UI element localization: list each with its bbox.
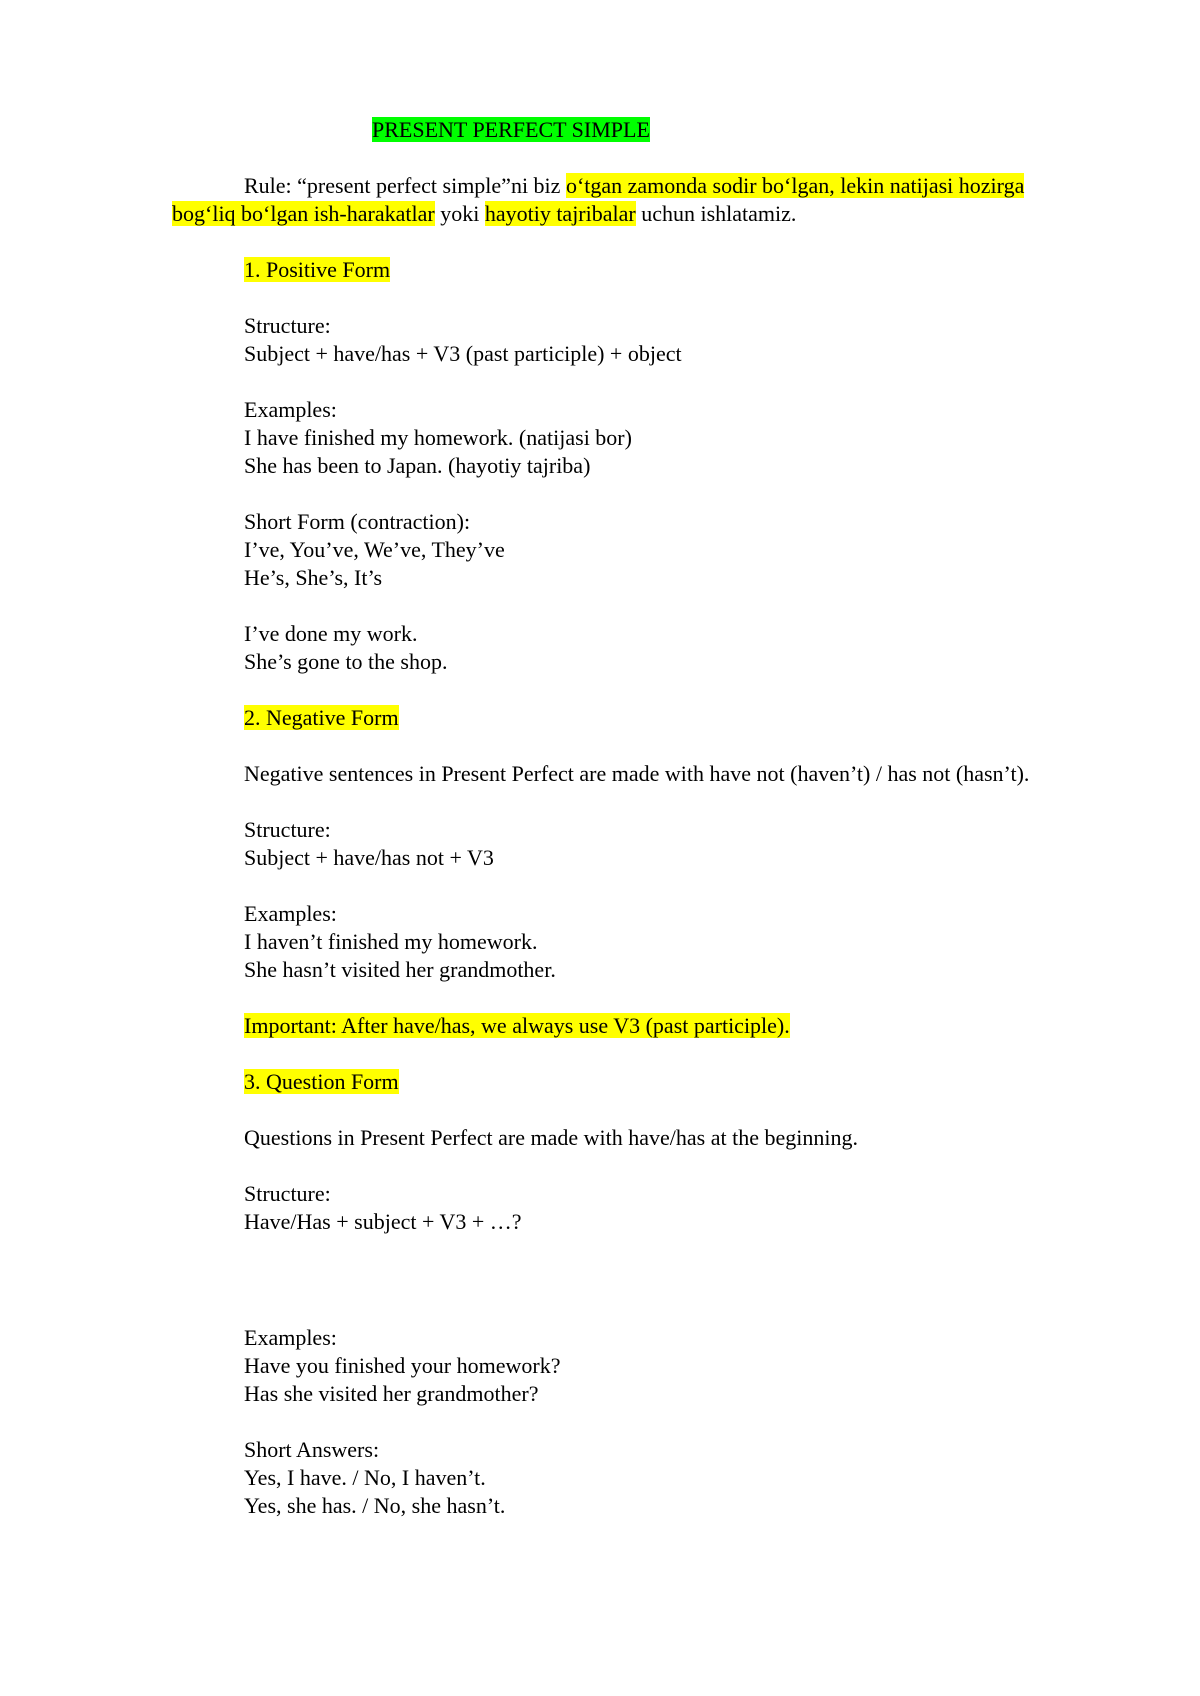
- negative-examples-label: Examples:: [244, 901, 337, 926]
- positive-example-2: She has been to Japan. (hayotiy tajriba): [244, 453, 591, 478]
- positive-structure-label: Structure:: [244, 313, 331, 338]
- important-note: [244, 1012, 790, 1040]
- short-answer-2: Yes, she has. / No, she hasn’t.: [244, 1493, 506, 1518]
- positive-examples-label: Examples:: [244, 397, 337, 422]
- positive-example-1: I have finished my homework. (natijasi bor): [244, 425, 632, 450]
- rule-text-3: uchun ishlatamiz.: [635, 201, 797, 226]
- negative-structure: Subject + have/has not + V3: [244, 845, 494, 870]
- negative-example-1: I haven’t finished my homework.: [244, 929, 538, 954]
- positive-example-4: She’s gone to the shop.: [244, 649, 448, 674]
- short-form-2: He’s, She’s, It’s: [244, 565, 383, 590]
- short-answer-1: Yes, I have. / No, I haven’t.: [244, 1465, 486, 1490]
- rule-highlight-1: o‘tgan zamonda sodir bo‘lgan, lekin natijasi hozirga: [565, 173, 1025, 198]
- rule-text-2: yoki: [434, 201, 485, 226]
- negative-heading: [244, 704, 399, 732]
- positive-structure: Subject + have/has + V3 (past participle) + object: [244, 341, 682, 366]
- important-note-text: Important: After have/has, we always use V3 (past participle).: [244, 1013, 790, 1038]
- rule-text: Rule: “present perfect simple”ni biz: [244, 173, 566, 198]
- rule-line-2: [172, 200, 796, 228]
- negative-structure-label: Structure:: [244, 817, 331, 842]
- question-structure-label: Structure:: [244, 1181, 331, 1206]
- negative-intro: Negative sentences in Present Perfect are made with have not (haven’t) / has not (hasn’t).: [244, 761, 1030, 786]
- rule-line-1: [244, 172, 1024, 200]
- page-title: [372, 116, 650, 144]
- question-heading-text: 3. Question Form: [244, 1069, 399, 1094]
- rule-highlight-1b: bog‘liq bo‘lgan ish-harakatlar: [172, 201, 435, 226]
- positive-heading: [244, 256, 390, 284]
- rule-highlight-2: hayotiy tajribalar: [484, 201, 636, 226]
- positive-example-3: I’ve done my work.: [244, 621, 418, 646]
- question-example-1: Have you finished your homework?: [244, 1353, 561, 1378]
- short-answers-label: Short Answers:: [244, 1437, 380, 1462]
- negative-heading-text: 2. Negative Form: [244, 705, 399, 730]
- short-form-1: I’ve, You’ve, We’ve, They’ve: [244, 537, 505, 562]
- question-example-2: Has she visited her grandmother?: [244, 1381, 539, 1406]
- short-form-label: Short Form (contraction):: [244, 509, 471, 534]
- title-text: PRESENT PERFECT SIMPLE: [372, 117, 650, 142]
- question-examples-label: Examples:: [244, 1325, 337, 1350]
- question-intro: Questions in Present Perfect are made with have/has at the beginning.: [244, 1125, 858, 1150]
- question-structure: Have/Has + subject + V3 + …?: [244, 1209, 522, 1234]
- question-heading: [244, 1068, 399, 1096]
- positive-heading-text: 1. Positive Form: [244, 257, 391, 282]
- negative-example-2: She hasn’t visited her grandmother.: [244, 957, 556, 982]
